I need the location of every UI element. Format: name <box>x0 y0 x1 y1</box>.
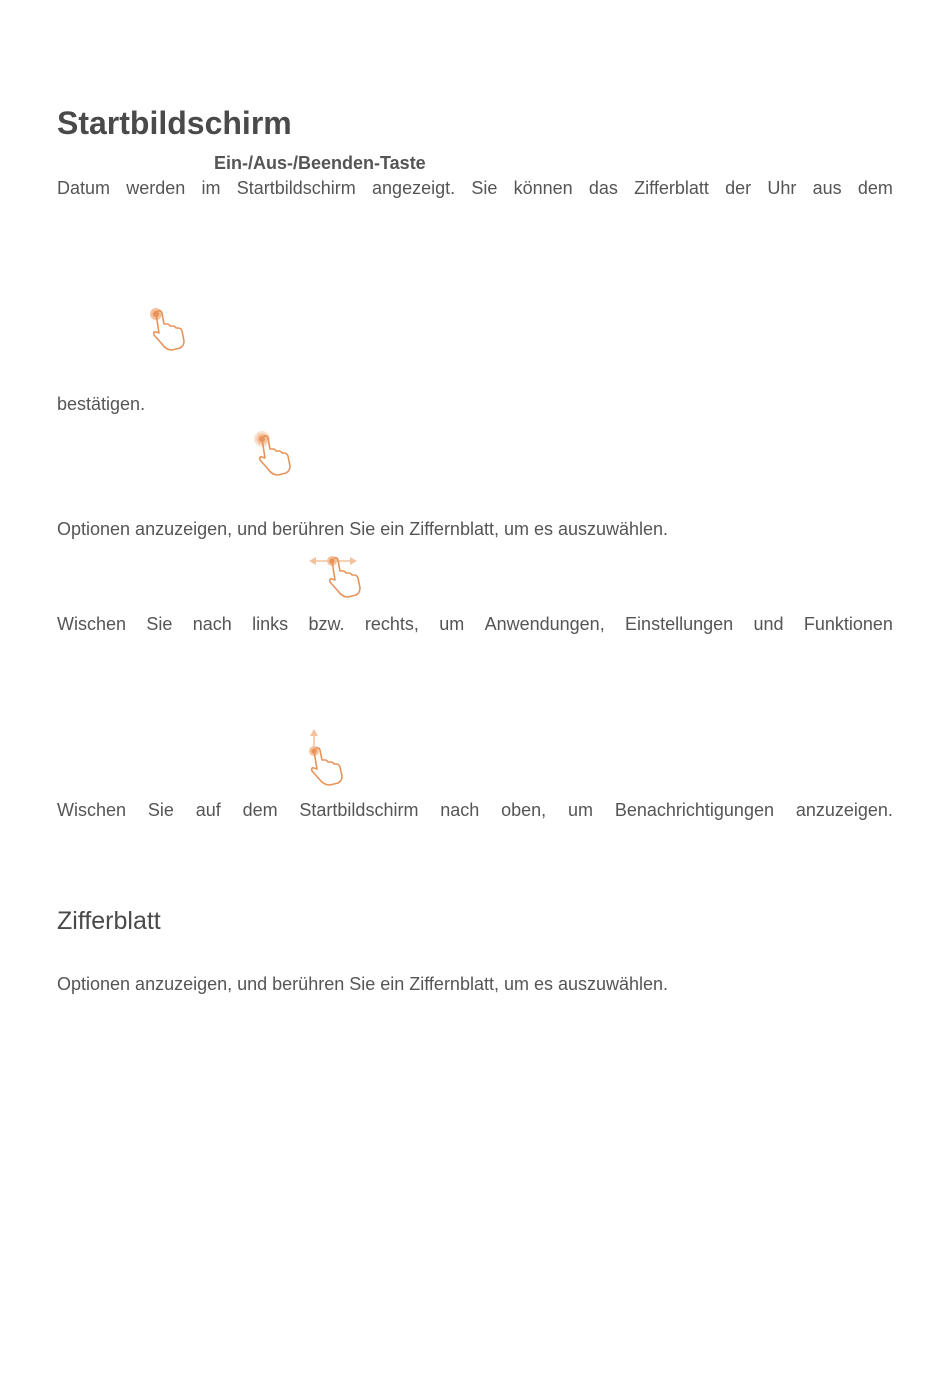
word: links <box>252 614 289 634</box>
word: Wischen <box>57 800 127 820</box>
word: der <box>725 178 752 198</box>
swipe-up-gesture-icon <box>304 728 348 788</box>
word: anzuzeigen. <box>795 800 893 820</box>
word: aus <box>812 178 842 198</box>
word: rechts, <box>364 614 419 634</box>
word: Einstellungen <box>625 614 734 634</box>
paragraph-select-face: Optionen anzuzeigen, und berühren Sie ein Ziffernblatt, um es auszuwählen. <box>57 519 669 539</box>
page-title: Startbildschirm <box>57 105 292 141</box>
word: Uhr <box>767 178 797 198</box>
power-key-label: Ein-/Aus-/Beenden-Taste <box>214 153 426 173</box>
word: Funktionen <box>803 614 893 634</box>
word: das <box>588 178 618 198</box>
press-hold-gesture-icon <box>251 430 295 478</box>
word: Anwendungen, <box>484 614 605 634</box>
word: nach <box>440 800 480 820</box>
word: oben, <box>501 800 547 820</box>
word: nach <box>192 614 232 634</box>
word: um <box>568 800 594 820</box>
swipe-left-right-gesture-icon <box>307 550 363 600</box>
paragraph-watch-face-intro <box>57 176 893 200</box>
word: können <box>513 178 573 198</box>
word: Wischen <box>57 614 127 634</box>
word: werden <box>126 178 186 198</box>
paragraph-confirm: bestätigen. <box>57 394 146 414</box>
word: und <box>753 614 784 634</box>
word: Startbildschirm <box>236 178 356 198</box>
word: Sie <box>471 178 498 198</box>
word: Sie <box>147 800 174 820</box>
paragraph-swipe-horizontal <box>57 612 893 636</box>
word: im <box>201 178 221 198</box>
word: Startbildschirm <box>299 800 419 820</box>
word: Zifferblatt <box>634 178 709 198</box>
word: angezeigt. <box>372 178 456 198</box>
section-title-watch-face: Zifferblatt <box>57 907 161 935</box>
word: um <box>439 614 465 634</box>
paragraph-swipe-up <box>57 798 893 822</box>
word: bzw. <box>308 614 345 634</box>
word: Benachrichtigungen <box>614 800 774 820</box>
word: dem <box>857 178 893 198</box>
word: Sie <box>146 614 173 634</box>
word: auf <box>195 800 221 820</box>
word: Datum <box>57 178 111 198</box>
paragraph-select-face-2: Optionen anzuzeigen, und berühren Sie ein Ziffernblatt, um es auszuwählen. <box>57 974 669 994</box>
word: dem <box>242 800 278 820</box>
tap-gesture-icon <box>146 306 190 354</box>
